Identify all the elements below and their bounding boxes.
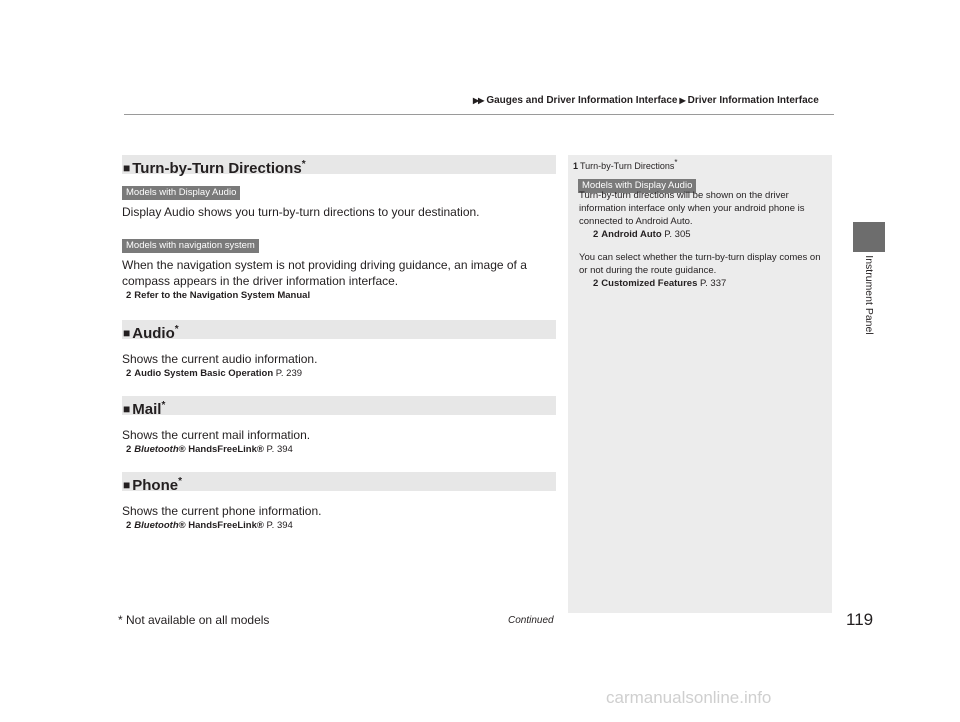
breadcrumb-item-dii: Driver Information Interface xyxy=(687,95,819,106)
model-badge: Models with navigation system xyxy=(122,239,259,253)
square-bullet-icon: ■ xyxy=(123,402,131,416)
note-paragraph: Turn-by-turn directions will be shown on the driver information interface only when your android phone is connected to Android Auto. xyxy=(579,190,805,227)
footnote: * Not available on all models xyxy=(118,613,270,627)
section-heading-turn: ■ Turn-by-Turn Directions* xyxy=(122,155,556,174)
section-tab-marker xyxy=(853,222,885,252)
section-text: Display Audio shows you turn-by-turn directions to your destination. xyxy=(122,205,480,219)
section-heading-audio: ■ Audio* xyxy=(122,320,556,339)
section-text: Shows the current audio information. xyxy=(122,352,318,366)
square-bullet-icon: ■ xyxy=(123,161,131,175)
cross-reference: 2 Android Auto P. 305 xyxy=(593,229,691,240)
note-panel xyxy=(568,155,832,613)
reference-arrow-icon: 2 xyxy=(593,278,599,289)
note-paragraph: You can select whether the turn-by-turn display comes on or not during the route guidance. xyxy=(579,252,821,276)
reference-arrow-icon: 2 xyxy=(126,520,132,531)
square-bullet-icon: ■ xyxy=(123,326,131,340)
note-title: 1 Turn-by-Turn Directions* xyxy=(573,158,678,171)
double-arrow-icon: ▶▶ xyxy=(473,96,484,105)
reference-arrow-icon: 2 xyxy=(126,290,132,301)
cross-reference: 2 Bluetooth® HandsFreeLink® P. 394 xyxy=(126,444,293,455)
continued-label: Continued xyxy=(508,615,554,626)
cross-reference: 2 Bluetooth® HandsFreeLink® P. 394 xyxy=(126,520,293,531)
note-body xyxy=(579,189,829,290)
cross-reference: 2 Refer to the Navigation System Manual xyxy=(126,290,311,301)
breadcrumb-item-gauges: Gauges and Driver Information Interface xyxy=(486,95,678,106)
reference-arrow-icon: 2 xyxy=(126,444,132,455)
reference-arrow-icon: 2 xyxy=(126,368,132,379)
reference-arrow-icon: 2 xyxy=(593,229,599,240)
main-content xyxy=(122,155,556,531)
page-number: 119 xyxy=(846,610,874,629)
section-text: Shows the current phone information. xyxy=(122,504,322,518)
note-marker: 1 xyxy=(573,161,579,171)
model-badge: Models with Display Audio xyxy=(122,186,240,200)
breadcrumb xyxy=(473,95,819,106)
model-badge: Models with Display Audio xyxy=(578,179,696,193)
header-rule xyxy=(124,114,834,115)
section-tab-label: Instrument Panel xyxy=(863,255,875,335)
section-text: When the navigation system is not providing driving guidance, an image of a compass appears in the driver information interface. xyxy=(122,258,527,288)
section-text: Shows the current mail information. xyxy=(122,428,311,442)
watermark: carmanualsonline.info xyxy=(606,688,772,707)
cross-reference: 2 Customized Features P. 337 xyxy=(593,278,727,289)
square-bullet-icon: ■ xyxy=(123,478,131,492)
arrow-icon: ▶ xyxy=(679,96,685,105)
section-heading-phone: ■ Phone* xyxy=(122,472,556,491)
cross-reference: 2 Audio System Basic Operation P. 239 xyxy=(126,368,303,379)
section-heading-mail: ■ Mail* xyxy=(122,396,556,415)
